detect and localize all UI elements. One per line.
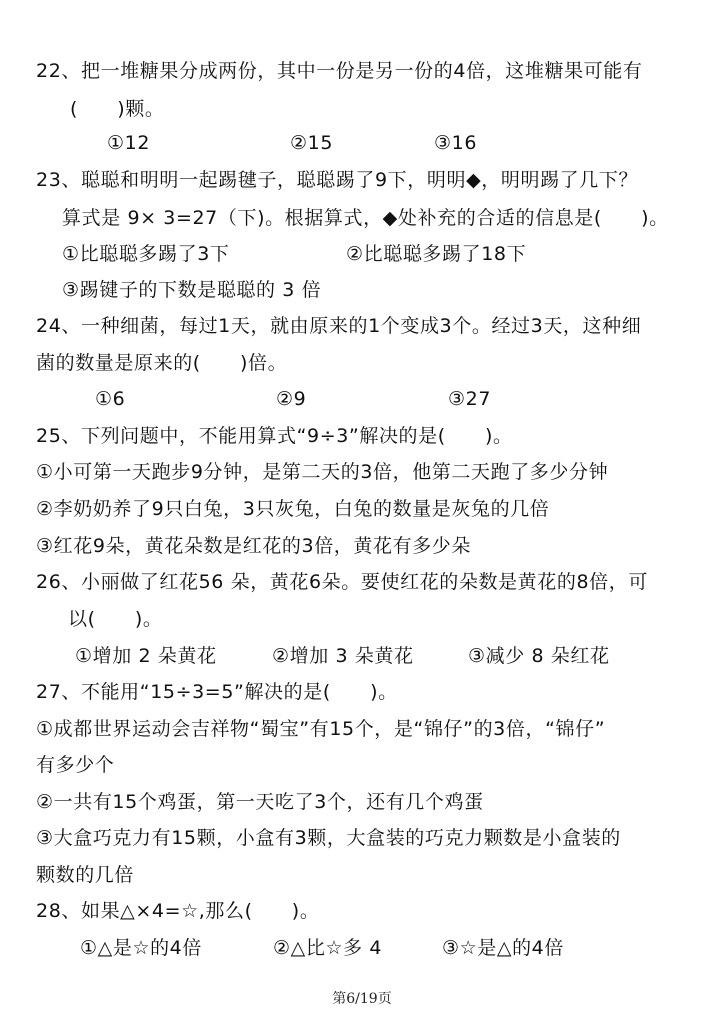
q27-option-3-line1: ③大盒巧克力有15颗，小盒有3颗，大盒装的巧克力颗数是小盒装的: [36, 827, 621, 849]
q22-option-3: ③16: [434, 132, 478, 154]
q23-stem-line2: 算式是 9× 3=27（下)。根据算式，◆处补充的合适的信息是( )。: [62, 207, 669, 229]
page-number: 第6/19页: [332, 991, 392, 1007]
q27-option-2: ②一共有15个鸡蛋，第一天吃了3个，还有几个鸡蛋: [36, 791, 484, 813]
q25-option-1: ①小可第一天跑步9分钟，是第二天的3倍，他第二天跑了多少分钟: [36, 461, 609, 483]
q24-option-3: ③27: [448, 388, 492, 410]
q22-option-1: ①12: [107, 132, 151, 154]
q22-option-2: ②15: [290, 132, 334, 154]
q25-option-2: ②李奶奶养了9只白兔，3只灰兔，白兔的数量是灰兔的几倍: [36, 498, 550, 520]
q24-stem-line2: 菌的数量是原来的( )倍。: [36, 352, 288, 374]
q28-stem: 28、如果△×4=☆,那么( )。: [36, 900, 320, 922]
q27-option-3-line2: 颗数的几倍: [36, 864, 135, 886]
q26-option-1: ①增加 2 朵黄花: [75, 645, 217, 667]
q22-stem-line1: 22、把一堆糖果分成两份，其中一份是另一份的4倍，这堆糖果可能有: [36, 60, 643, 82]
q25-option-3: ③红花9朵，黄花朵数是红花的3倍，黄花有多少朵: [36, 535, 472, 557]
q26-option-2: ②增加 3 朵黄花: [272, 645, 414, 667]
q26-option-3: ③减少 8 朵红花: [468, 645, 610, 667]
q25-stem: 25、下列问题中，不能用算式“9÷3”解决的是( )。: [36, 425, 513, 447]
q26-stem-line2: 以( )。: [68, 608, 163, 630]
q28-option-2: ②△比☆多 4: [273, 937, 383, 959]
q27-option-1-line1: ①成都世界运动会吉祥物“蜀宝”有15个，是“锦仔”的3倍，“锦仔”: [36, 718, 606, 740]
q24-option-1: ①6: [95, 388, 126, 410]
q23-option-2: ②比聪聪多踢了18下: [346, 243, 527, 265]
q23-stem-line1: 23、聪聪和明明一起踢毽子，聪聪踢了9下，明明◆，明明踢了几下？: [36, 169, 639, 191]
q24-option-2: ②9: [276, 388, 307, 410]
q23-option-3: ③踢键子的下数是聪聪的 3 倍: [62, 279, 322, 301]
q22-stem-line2: ( )颗。: [70, 98, 165, 120]
q27-stem: 27、不能用“15÷3=5”解决的是( )。: [36, 681, 398, 703]
q24-stem-line1: 24、一种细菌，每过1天，就由原来的1个变成3个。经过3天，这种细: [36, 315, 642, 337]
q27-option-1-line2: 有多少个: [36, 754, 115, 776]
q23-option-1: ①比聪聪多踢了3下: [62, 243, 230, 265]
q26-stem-line1: 26、小丽做了红花56 朵，黄花6朵。要使红花的朵数是黄花的8倍，可: [36, 571, 648, 593]
q28-option-1: ①△是☆的4倍: [80, 937, 202, 959]
q28-option-3: ③☆是△的4倍: [442, 937, 564, 959]
